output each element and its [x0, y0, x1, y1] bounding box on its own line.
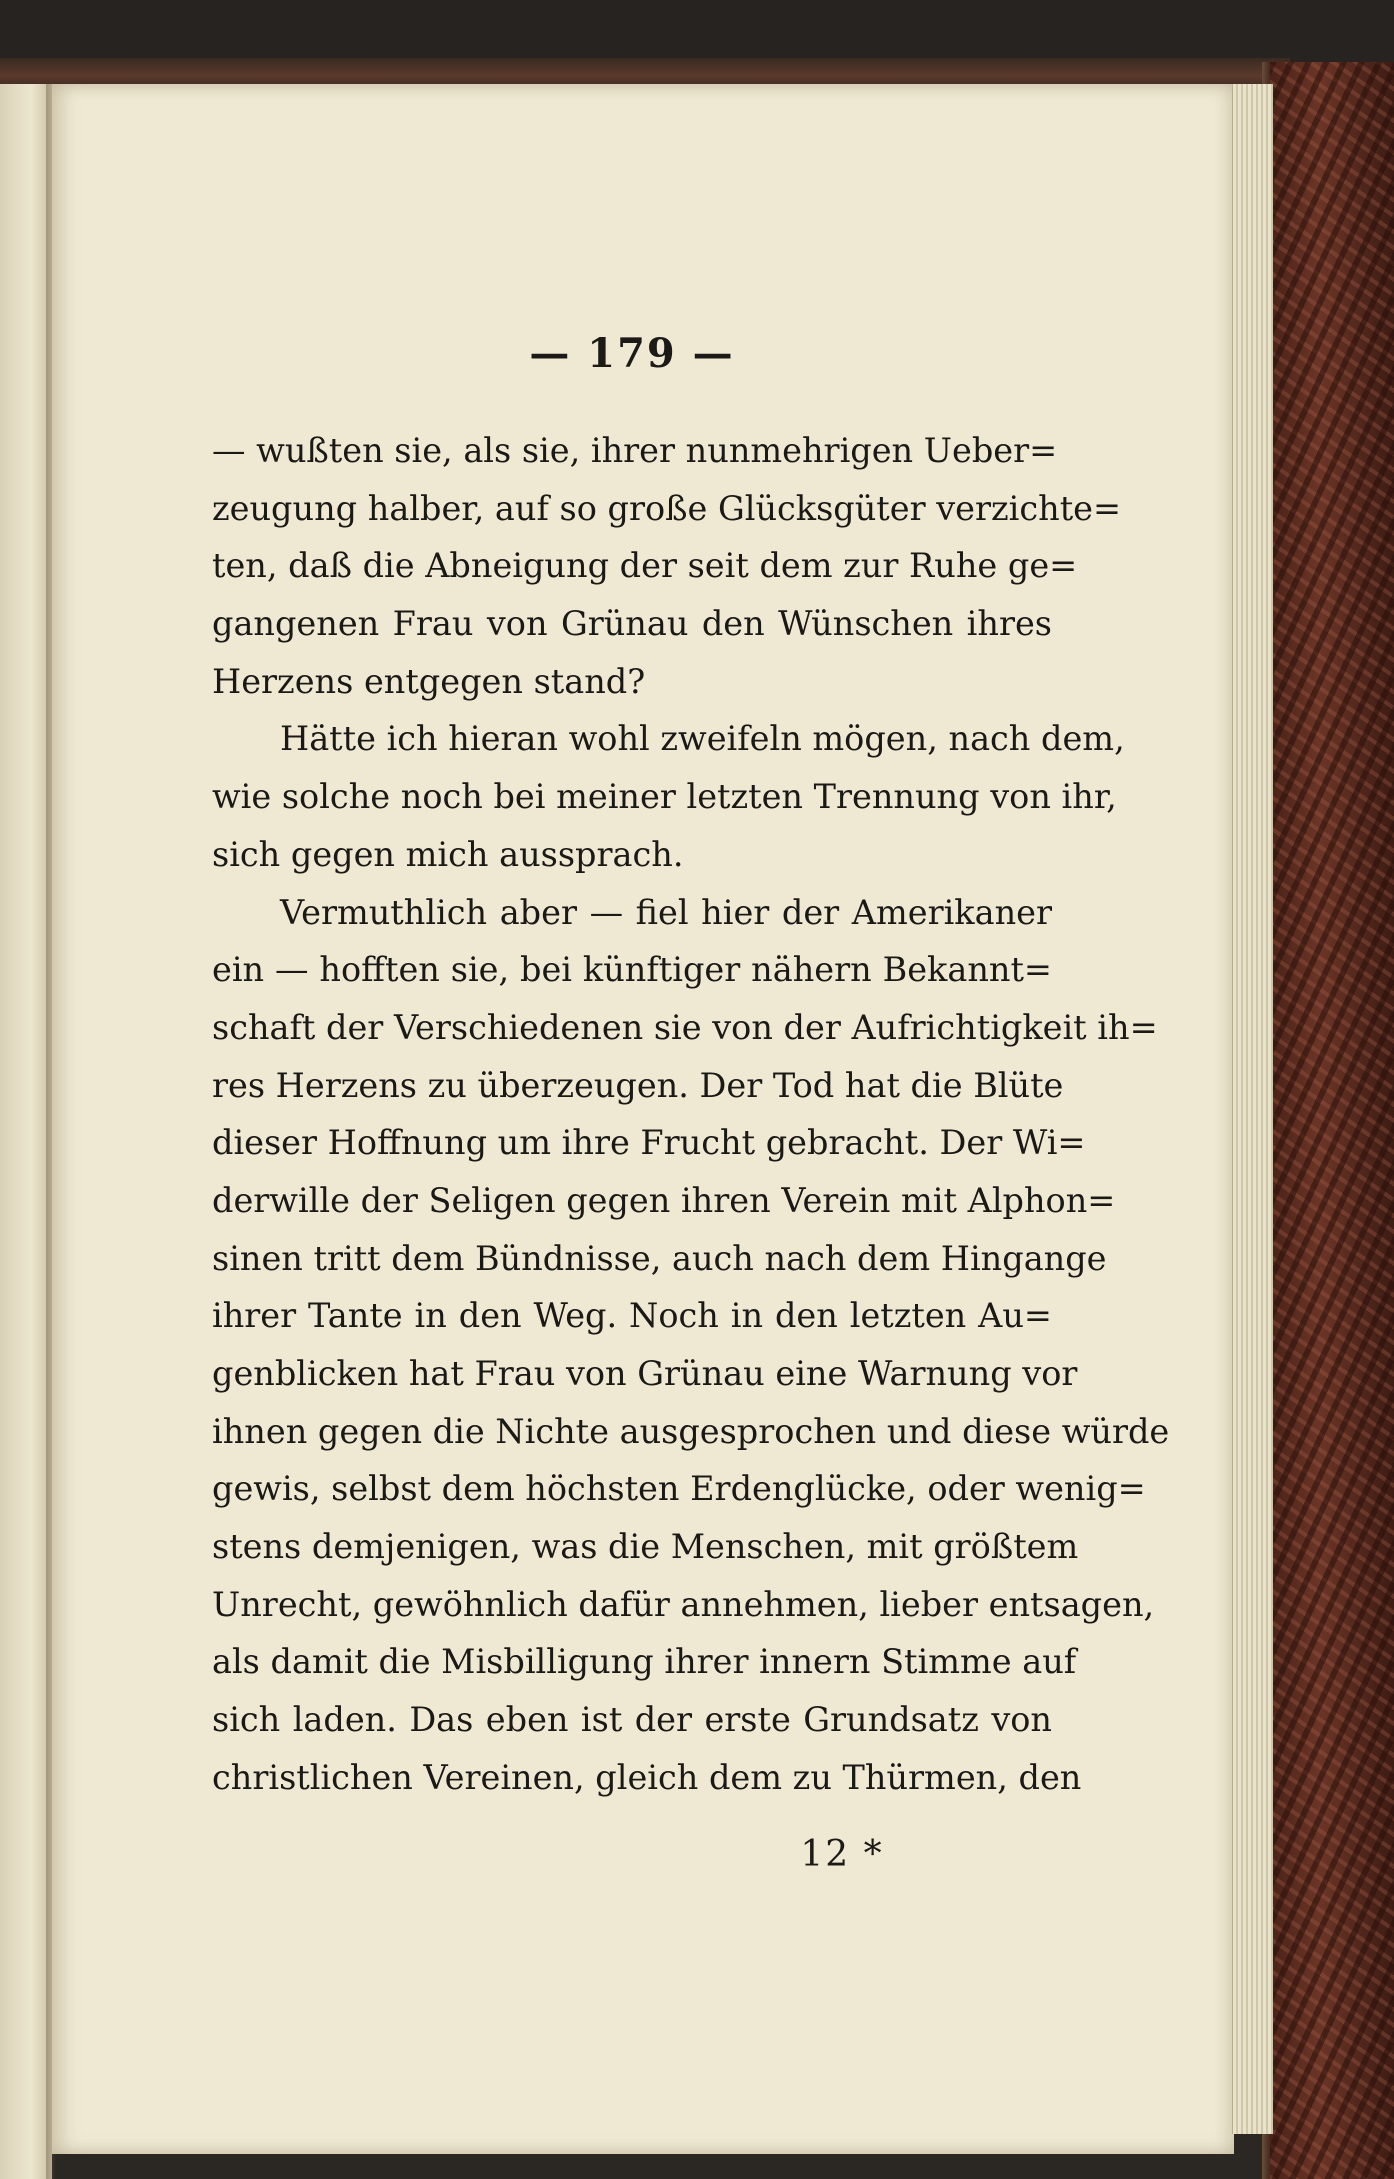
text-line: gangenen Frau von Grünau den Wünschen ihres	[212, 604, 1052, 644]
scanner-background	[0, 0, 1394, 62]
text-line: — wußten sie, als sie, ihrer nunmehrigen Ueber=	[212, 431, 1058, 470]
text-line: sich laden. Das eben ist der erste Grundsatz von	[212, 1700, 1052, 1740]
text-line: ihnen gegen die Nichte ausgesprochen und diese würde	[212, 1411, 1170, 1451]
text-line: res Herzens zu überzeugen. Der Tod hat die Blüte	[212, 1065, 1064, 1105]
body-text	[212, 422, 1170, 1807]
text-line: derwille der Seligen gegen ihren Verein mit Alphon=	[212, 1180, 1116, 1220]
text-line: Unrecht, gewöhnlich dafür annehmen, lieber entsagen,	[212, 1584, 1155, 1624]
text-line: ten, daß die Abneigung der seit dem zur Ruhe ge=	[212, 546, 1078, 586]
text-line: dieser Hoffnung um ihre Frucht gebracht. Der Wi=	[212, 1123, 1086, 1163]
book-page	[52, 84, 1234, 2154]
text-line: Hätte ich hieran wohl zweifeln mögen, nach dem,	[280, 719, 1125, 759]
facing-page-sliver	[0, 84, 52, 2179]
signature-mark: 12 *	[800, 1834, 884, 1875]
text-line: stens demjenigen, was die Menschen, mit größtem	[212, 1527, 1079, 1567]
text-line: ihrer Tante in den Weg. Noch in den letzten Au=	[212, 1296, 1052, 1336]
text-line: ein — hofften sie, bei künftiger nähern Bekannt=	[212, 950, 1052, 990]
text-line: schaft der Verschiedenen sie von der Aufrichtigkeit ih=	[212, 1007, 1158, 1047]
text-line: Vermuthlich aber — fiel hier der Amerikaner	[280, 892, 1052, 932]
text-line: als damit die Misbilligung ihrer innern Stimme auf	[212, 1642, 1077, 1682]
text-line: genblicken hat Frau von Grünau eine Warnung vor	[212, 1354, 1078, 1393]
text-line: sinen tritt dem Bündnisse, auch nach dem Hingange	[212, 1238, 1107, 1278]
text-line: christlichen Vereinen, gleich dem zu Thürmen, den	[212, 1757, 1082, 1797]
text-line: gewis, selbst dem höchsten Erdenglücke, oder wenig=	[212, 1469, 1146, 1509]
page-number: — 179 —	[529, 330, 735, 377]
marbled-cover	[1270, 62, 1394, 2179]
text-line: sich gegen mich aussprach.	[212, 834, 684, 874]
text-line: Herzens entgegen stand?	[212, 661, 646, 701]
text-line: wie solche noch bei meiner letzten Trennung von ihr,	[212, 777, 1117, 817]
text-line: zeugung halber, auf so große Glücksgüter verzichte=	[212, 488, 1122, 528]
page-block-edges	[1232, 84, 1273, 2134]
